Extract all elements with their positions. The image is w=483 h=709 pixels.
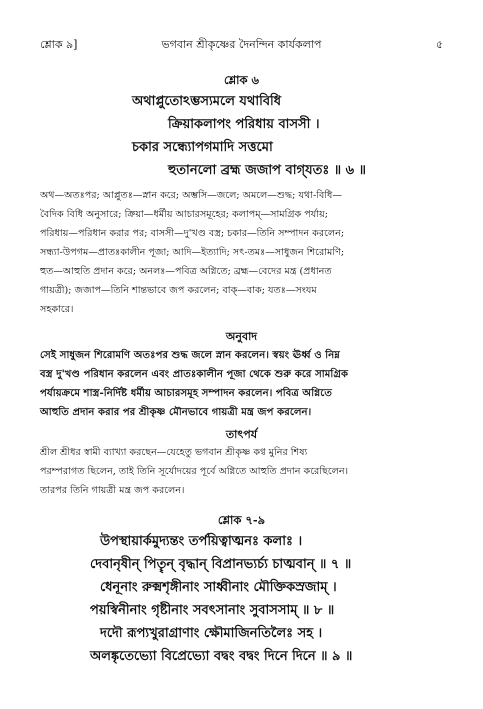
shloka-7-9-title: শ্লোক ৭-৯ — [217, 513, 266, 527]
verse-line: অথাপ্লুতোঽম্ভস্যমলে যথাবিধি — [132, 94, 282, 109]
shloka-6-verse — [40, 90, 443, 182]
synonym-line: সন্ধ্যা-উপগম—প্রাতঃকালীন পূজা; আদি—ইত্যাদি; সৎ-তমঃ—সাধুজন শিরোমণি; — [40, 247, 345, 258]
verse-line: অলঙ্কৃতেভ্যো বিপ্রেভ্যো বদ্বং বদ্বং দিনে দিনে ॥ ৯ ॥ — [90, 649, 353, 664]
verse-line: হুতানলো ব্রহ্ম জজাপ বাগ্‌যতঃ ॥ ৬ ॥ — [168, 163, 366, 178]
synonym-line: বৈদিক বিধি অনুসারে; ক্রিয়া—ধর্মীয় আচারসমূহের; কলাপম্—সামগ্রিক পর্যায়; — [40, 209, 329, 220]
header-page-number: ৫ — [435, 38, 443, 51]
verse-line: ক্রিয়াকলাপং পরিধায় বাসসী । — [168, 117, 320, 132]
shloka-6-title: শ্লোক ৬ — [223, 73, 260, 87]
translation-title: অনুবাদ — [225, 330, 258, 343]
synonym-line: অথ—অতঃপর; আপ্লুতঃ—স্নান করে; অম্ভসি—জলে; অমলে—শুদ্ধ; যথা-বিধি— — [40, 190, 343, 201]
header-chapter-title: ভগবান শ্রীকৃষ্ণের দৈনন্দিন কার্যকলাপ — [161, 38, 322, 51]
running-header — [40, 36, 443, 54]
purport-title: তাৎপর্য — [225, 428, 258, 441]
purport-line: পরম্পরাগত ছিলেন, তাই তিনি সূর্যোদয়ের পূর্বে অগ্নিতে আহুতি প্রদান করেছিলেন। — [40, 466, 349, 477]
verse-line: দদৌ রূপ্যখুরাগ্রাণাং ক্ষৌমাজিনতিলৈঃ সহ । — [100, 626, 323, 641]
synonym-line: গায়ত্রী); জজাপ—তিনি শান্তভাবে জপ করলেন; বাক্—বাক; যতঃ—সংযম — [40, 285, 317, 296]
purport-line: তারপর তিনি গায়ত্রী মন্ত্র জপ করলেন। — [40, 485, 185, 496]
translation-line: পর্যায়ক্রমে শাস্ত্র-নির্দিষ্ট ধর্মীয় আচারসমূহ সম্পাদন করলেন। পবিত্র অগ্নিতে — [40, 387, 333, 399]
translation-line: আহুতি প্রদান করার পর শ্রীকৃষ্ণ মৌনভাবে গায়ত্রী মন্ত্র জপ করলেন। — [40, 406, 312, 418]
translation-6 — [40, 346, 443, 422]
purport-line: শ্রীল শ্রীধর স্বামী ব্যাখ্যা করছেন—যেহেতু ভগবান শ্রীকৃষ্ণ কণ্ব মুনির শিষ্য — [40, 447, 308, 458]
verse-line: ধেনূনাং রুক্মশৃঙ্গীনাং সাধ্বীনাং মৌক্তিকস্রজাম্ । — [100, 580, 337, 595]
synonym-line: হুত—আহুতি প্রদান করে; অনলঃ—পবিত্র অগ্নিতে; ব্রহ্ম—বেদের মন্ত্র (প্রধানত — [40, 266, 332, 277]
translation-line: সেই সাধুজন শিরোমণি অতঃপর শুদ্ধ জলে স্নান করলেন। স্বয়ং ঊর্ধ্ব ও নিম্ন — [40, 349, 340, 361]
purport-6 — [40, 443, 443, 500]
synonym-line: পরিধায়—পরিধান করার পর; বাসসী—দু'খণ্ড বস্ত্র; চকার—তিনি সম্পাদন করলেন; — [40, 228, 345, 239]
verse-line: উপস্থায়ার্কমুদ্যন্তং তর্পয়িত্বাত্মনঃ কলাঃ । — [100, 534, 303, 549]
synonyms-6 — [40, 186, 443, 319]
translation-line: বস্ত্র দু'খণ্ড পরিধান করলেন এবং প্রাতঃকালীন পূজা থেকে শুরু করে সামগ্রিক — [40, 368, 349, 380]
shloka-7-9-verse — [40, 530, 443, 668]
verse-line: চকার সন্ধ্যোপগমাদি সত্তমো — [132, 140, 273, 155]
verse-line: পয়স্বিনীনাং গৃষ্টীনাং সবৎসানাং সুবাসসাম্ ॥ ৮ ॥ — [90, 603, 335, 618]
synonym-line: সহকারে। — [40, 304, 74, 315]
header-verse-ref: শ্লোক ৯] — [40, 38, 78, 51]
verse-line: দেবানৃষীন্ পিতৄন্ বৃদ্ধান্ বিপ্রানভ্যর্চ্য চাত্মবান্ ॥ ৭ ॥ — [90, 557, 352, 572]
